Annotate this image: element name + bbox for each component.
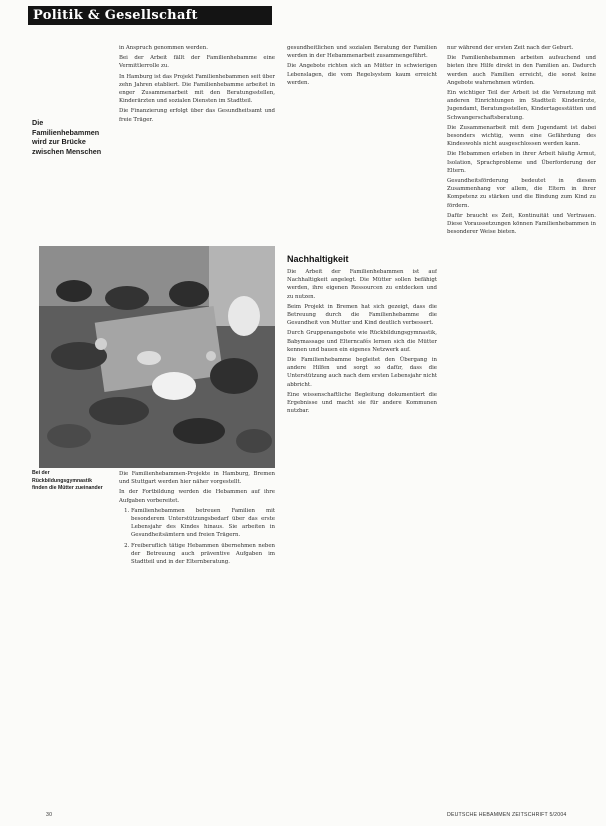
paragraph: Die Finanzierung erfolgt über das Gesundheitsamt und freie Träger. [119,108,275,123]
paragraph: Durch Gruppenangebote wie Rückbildungsgymnastik, Babymassage und Elterncafés lernen sich die Mütter kennen und bauen ein eigenes Netzwerk auf. [287,330,437,353]
photo-illustration [39,246,275,468]
paragraph: In der Fortbildung werden die Hebammen auf ihre Aufgaben vorbereitet. [119,489,275,504]
paragraph: Gesundheitsförderung bedeutet in diesem Zusammenhang vor allem, die Eltern in ihrer Kompetenz zu stärken und die Bindung zum Kind zu fördern. [447,178,596,209]
article-column-2-body [287,268,437,806]
paragraph: Die Angebote richten sich an Mütter in schwierigen Lebenslagen, die vom Regelsystem kaum erreicht werden. [287,63,437,86]
list-item: 2. Freiberuflich tätige Hebammen übernehmen neben der Betreuung auch präventive Aufgaben im Stadtteil und in der Elternberatung. [131,542,275,567]
article-column-1-bottom [119,470,275,806]
list-item: 1. Familienhebammen betreuen Familien mit besonderem Unterstützungsbedarf über das erste Lebensjahr des Kindes hinaus. Sie arbeiten in Gesundheitsämtern und freien Trägern. [131,507,275,540]
article-column-2-top [287,44,437,229]
gymnastics-photo [39,246,275,468]
paragraph: Die Arbeit der Familienhebammen ist auf Nachhaltigkeit angelegt. Die Mütter sollen befähigt werden, ihre eigenen Ressourcen zu entdecken und zu nutzen. [287,269,437,300]
paragraph: nur während der ersten Zeit nach der Geburt. [447,45,574,51]
page-number: 30 [46,812,53,818]
pullquote: Die Familienhebammen wird zur Brücke zwischen Menschen [32,118,102,156]
section-title: Politik & Gesellschaft [33,8,198,23]
paragraph: gesundheitlichen und sozialen Beratung der Familien werden in der Hebammenarbeit zusammengeführt. [287,45,437,60]
paragraph: Die Familienhebammen arbeiten aufsuchend und bieten ihre Hilfe direkt in den Familien an. Dadurch werden auch Familien erreicht, die sonst keine Angebote wahrnehmen würden. [447,55,596,86]
section-heading: Nachhaltigkeit [287,254,349,264]
paragraph: Beim Projekt in Bremen hat sich gezeigt, dass die Betreuung durch die Familienhebamme die Gesundheit von Mutter und Kind deutlich verbessert. [287,303,437,327]
numbered-list [119,507,275,566]
paragraph: Die Hebammen erleben in ihrer Arbeit häufig Armut, Isolation, Sprachprobleme und Überforderung der Eltern. [447,151,596,174]
paragraph: Bei der Arbeit fällt der Familienhebamme eine Vermittlerrolle zu. [119,55,275,70]
paragraph: In Hamburg ist das Projekt Familienhebammen seit über zehn Jahren etabliert. Die Familienhebamme arbeitet in enger Zusammenarbeit mit den Beratungsstellen, Kinderärzten und sozialen Diensten im Stadtteil. [119,73,275,105]
photo-caption: Bei der Rückbildungsgymnastik finden die Mütter zueinander [32,470,103,492]
paragraph: Dafür braucht es Zeit, Kontinuität und Vertrauen. Diese Voraussetzungen können Familienhebammen in besonderer Weise bieten. [447,212,596,236]
paragraph: Eine wissenschaftliche Begleitung dokumentiert die Ergebnisse und macht sie für andere Kommunen nutzbar. [287,391,437,415]
paragraph: Ein wichtiger Teil der Arbeit ist die Vernetzung mit anderen Einrichtungen im Stadtteil: Kinderärzte, Jugendamt, Beratungsstellen, Kindertagesstätten und Schwangerschaftsberatung. [447,90,596,121]
journal-footer: DEUTSCHE HEBAMMEN ZEITSCHRIFT 5/2004 [447,812,567,818]
article-column-3 [447,44,596,806]
paragraph: Die Zusammenarbeit mit dem Jugendamt ist dabei besonders wichtig, wenn eine Gefährdung des Kindeswohls nicht ausgeschlossen werden kann. [447,124,596,148]
paragraph: in Anspruch genommen werden. [119,45,208,51]
article-column-1-top [119,44,275,232]
section-header-bar [28,6,272,25]
paragraph: Die Familienhebamme begleitet den Übergang in andere Hilfen und sorgt so dafür, dass die Unterstützung auch nach dem ersten Lebensjahr nicht abbricht. [287,357,437,388]
paragraph: Die Familienhebammen-Projekte in Hamburg, Bremen und Stuttgart werden hier näher vorgestellt. [119,471,275,486]
